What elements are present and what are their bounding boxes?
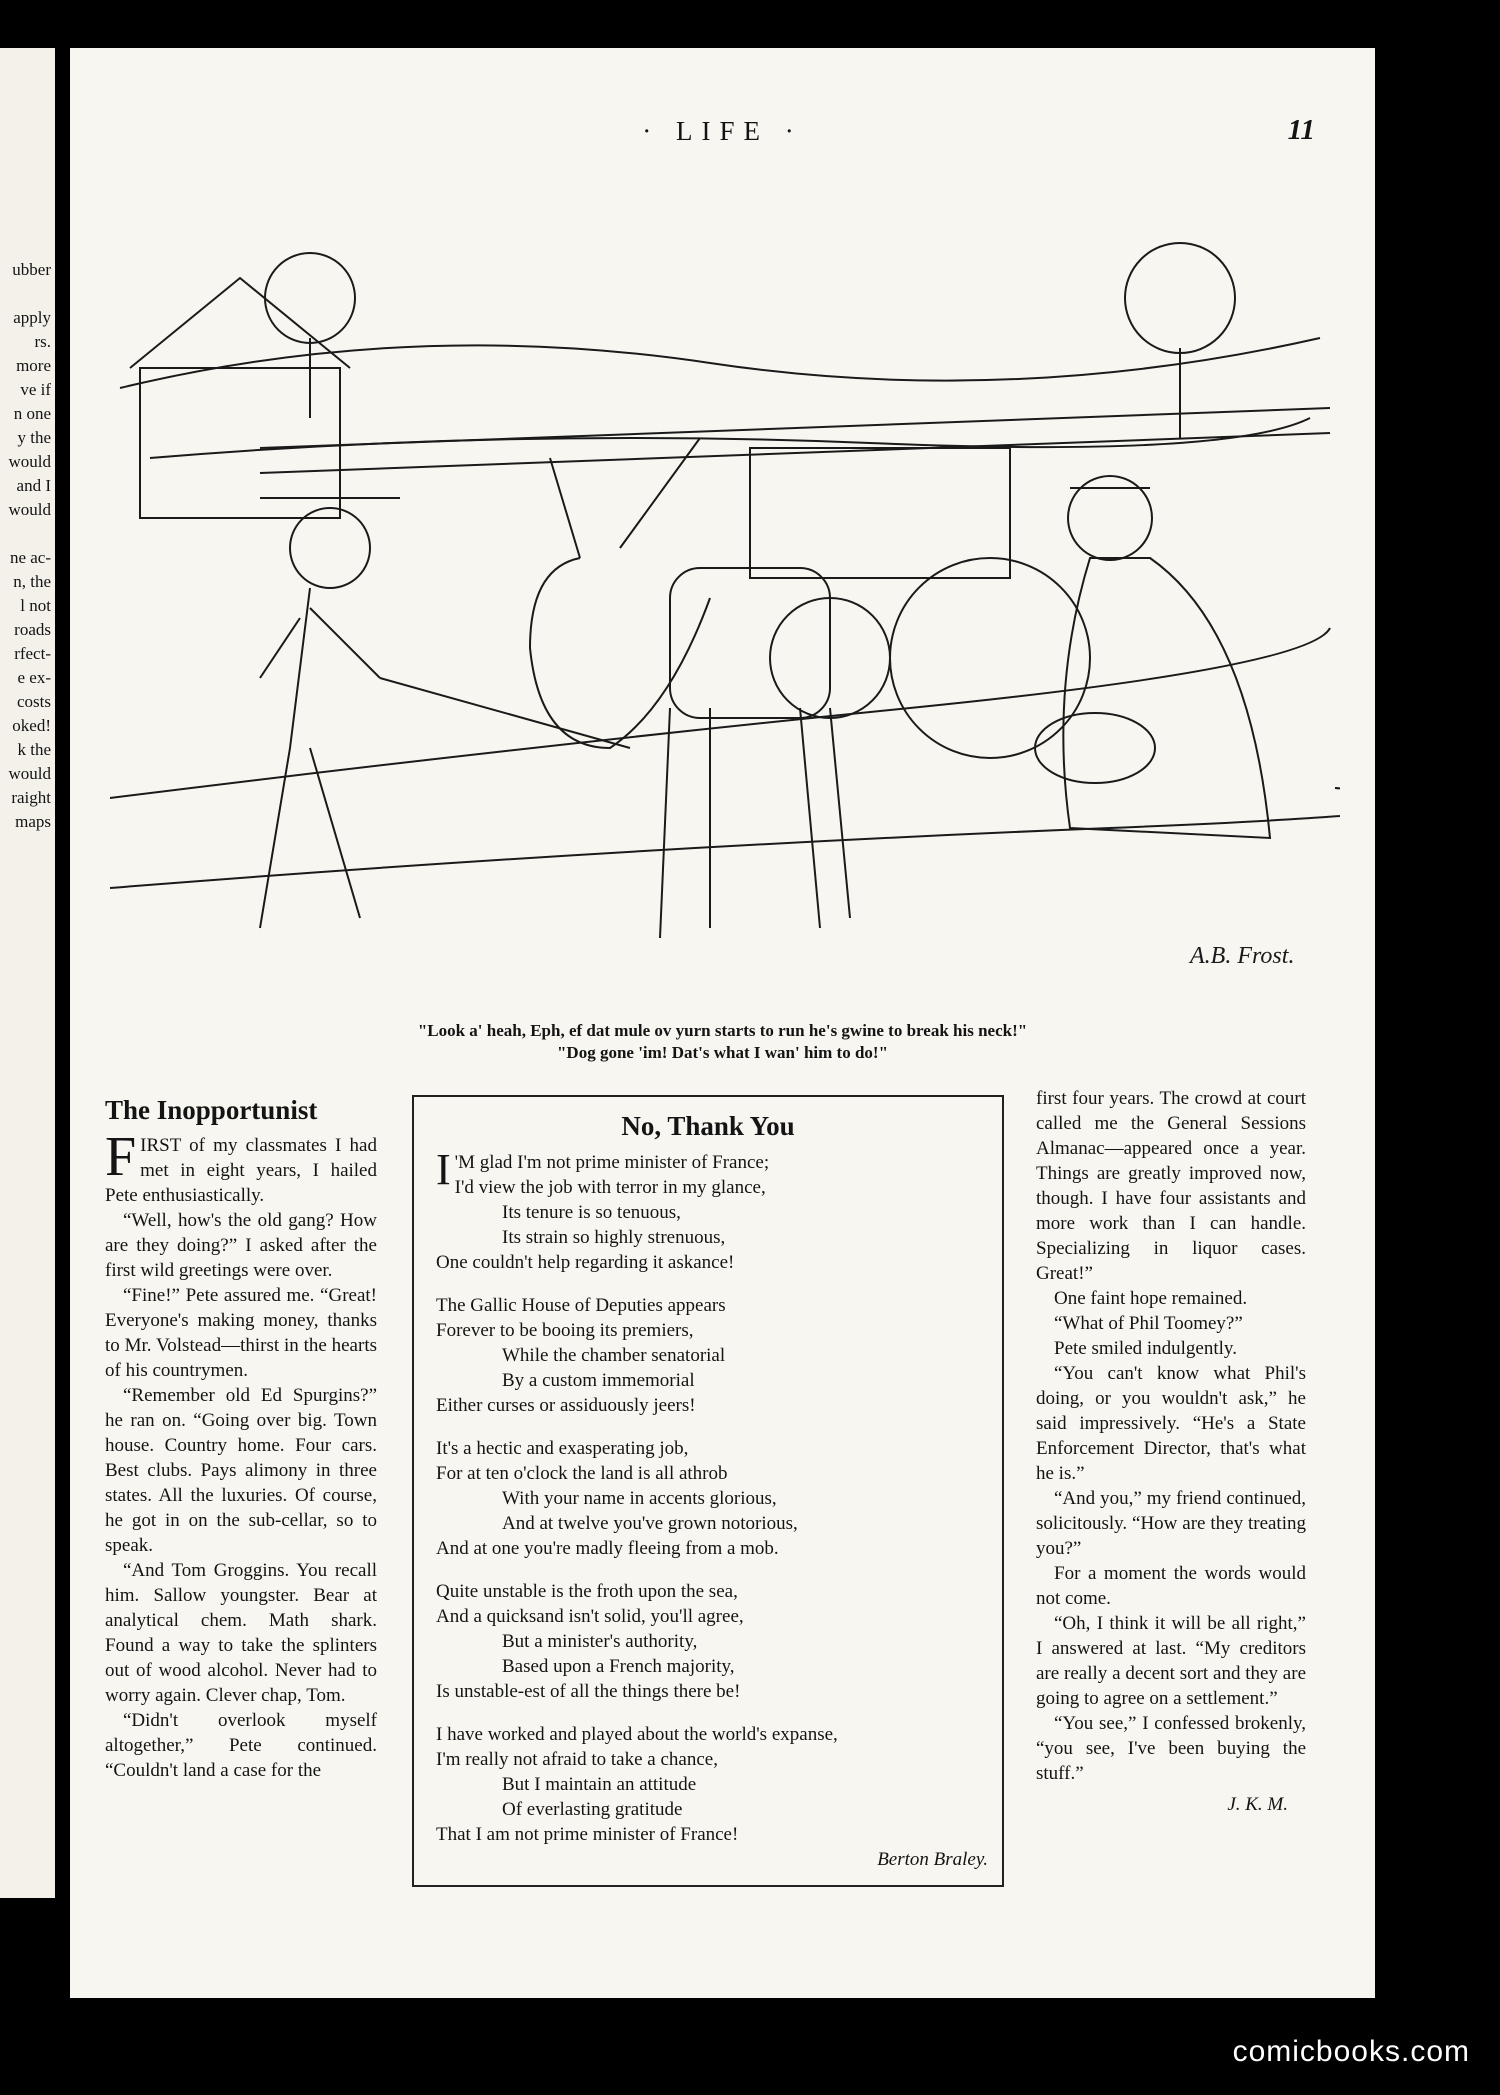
paragraph: Pete smiled indulgently. bbox=[1054, 1338, 1237, 1359]
paragraph: “You see,” I confessed brokenly, “you see, I've been buying the stuff.” bbox=[1036, 1713, 1306, 1784]
article-inopportunist bbox=[105, 1095, 377, 1783]
horizon-hills bbox=[120, 338, 1320, 388]
left-page-text-fragment: and I bbox=[16, 476, 51, 495]
left-page-text-fragment: would bbox=[8, 764, 51, 783]
left-page-text-fragment: l not bbox=[20, 596, 51, 615]
poem-line: But I maintain an attitude bbox=[502, 1774, 697, 1795]
adjacent-page-edge bbox=[0, 48, 55, 1898]
poem-line: I'm really not afraid to take a chance, bbox=[436, 1749, 718, 1770]
poem-stanza bbox=[436, 1722, 1002, 1847]
poem-stanza bbox=[436, 1579, 1002, 1704]
man-right bbox=[1035, 476, 1270, 838]
left-page-text-fragment: maps bbox=[15, 812, 51, 831]
article-continued bbox=[1036, 1086, 1306, 1817]
poem-line: While the chamber senatorial bbox=[502, 1345, 726, 1366]
left-page-text-fragment: roads bbox=[14, 620, 51, 639]
tree-right bbox=[1125, 243, 1235, 438]
poem-author: Berton Braley. bbox=[877, 1849, 988, 1870]
poem-line: That I am not prime minister of France! bbox=[436, 1824, 739, 1845]
poem-line: But a minister's authority, bbox=[502, 1631, 698, 1652]
mule bbox=[530, 438, 850, 938]
left-page-text-fragment: ne ac- bbox=[9, 548, 51, 567]
first-paragraph: FIRST of my classmates I had met in eight years, I hailed Pete enthusiastically. bbox=[105, 1126, 377, 1206]
poem-stanza bbox=[436, 1293, 1002, 1418]
paragraph: For a moment the words would not come. bbox=[1036, 1563, 1306, 1609]
paragraph: first four years. The crowd at court called me the General Sessions Almanac—appeared once a year. Things are greatly improved now, though. I have four assistants and more work than I can handle. Specializing in liquor cases. Great!” bbox=[1036, 1088, 1306, 1284]
poem-line: Is unstable-est of all the things there be! bbox=[436, 1681, 741, 1702]
left-page-text-fragment: rfect- bbox=[14, 644, 51, 663]
poem-line: And at twelve you've grown notorious, bbox=[502, 1513, 798, 1534]
poem-title: No, Thank You bbox=[621, 1111, 795, 1141]
poem-line: I have worked and played about the world's expanse, bbox=[436, 1724, 838, 1745]
paragraph: One faint hope remained. bbox=[1054, 1288, 1248, 1309]
left-page-text-fragment: oked! bbox=[12, 716, 51, 735]
paragraph: “You can't know what Phil's doing, or you wouldn't ask,” he said impressively. “He's a State Enforcement Director, that's what he is.” bbox=[1036, 1363, 1306, 1484]
poem-line: For at ten o'clock the land is all athrob bbox=[436, 1463, 728, 1484]
left-page-text-fragment: more bbox=[16, 356, 51, 375]
poem-line: Forever to be booing its premiers, bbox=[436, 1320, 694, 1341]
poem-line: I'd view the job with terror in my glance, bbox=[454, 1177, 766, 1198]
left-page-text-fragment: ve if bbox=[20, 380, 51, 399]
left-page-text-fragment: e ex- bbox=[17, 668, 51, 687]
paragraph: “Didn't overlook myself altogether,” Pete continued. “Couldn't land a case for the bbox=[105, 1710, 377, 1781]
left-page-text-fragment: raight bbox=[11, 788, 51, 807]
paragraph: “Oh, I think it will be all right,” I answered at last. “My creditors are really a decent sort and they are going to agree on a settlement.” bbox=[1036, 1613, 1306, 1709]
poem-line: I 'M glad I'm not prime minister of France; bbox=[436, 1145, 770, 1194]
poem-drop-cap: I bbox=[436, 1145, 451, 1194]
poem-line: Its strain so highly strenuous, bbox=[502, 1227, 726, 1248]
poem-stanza bbox=[436, 1145, 1002, 1275]
paragraph: “Remember old Ed Spurgins?” he ran on. “Going over big. Town house. Country home. Four cars. Best clubs. Pays alimony in three states. All the luxuries. Of course, he got in on the sub-cellar, so to speak. bbox=[105, 1385, 377, 1556]
poem-box bbox=[412, 1095, 1004, 1887]
poem-line: Of everlasting gratitude bbox=[502, 1799, 683, 1820]
paragraph: “And Tom Groggins. You recall him. Sallow youngster. Bear at analytical chem. Math shark. Found a way to take the splinters out of wood alcohol. Never had to worry again. Clever chap, Tom. bbox=[105, 1560, 377, 1706]
paragraph: “Fine!” Pete assured me. “Great! Everyone's making money, thanks to Mr. Volstead—thirst in the hearts of his countrymen. bbox=[105, 1285, 377, 1381]
poem-line: Either curses or assiduously jeers! bbox=[436, 1395, 696, 1416]
paragraph: “What of Phil Toomey?” bbox=[1054, 1313, 1243, 1334]
poem-line: It's a hectic and exasperating job, bbox=[436, 1438, 689, 1459]
poem-line: And at one you're madly fleeing from a mob. bbox=[436, 1538, 779, 1559]
drop-cap: F bbox=[105, 1126, 137, 1188]
site-watermark: comicbooks.com bbox=[1232, 2035, 1470, 2068]
left-page-text-fragment: n one bbox=[13, 404, 51, 423]
poem-stanza bbox=[436, 1436, 1002, 1561]
wagon bbox=[750, 448, 1090, 758]
page-number: 11 bbox=[1287, 114, 1315, 146]
artist-signature: A.B. Frost. bbox=[1190, 943, 1295, 969]
article-title: The Inopportunist bbox=[105, 1095, 318, 1125]
cartoon-illustration bbox=[110, 188, 1340, 1013]
magazine-page bbox=[70, 48, 1375, 1998]
poem-line: The Gallic House of Deputies appears bbox=[436, 1295, 726, 1316]
poem-line: Its tenure is so tenuous, bbox=[502, 1202, 681, 1223]
illustration-caption: "Look a' heah, Eph, ef dat mule ov yurn starts to run he's gwine to break his neck!" "Dog gone 'im! Dat's what I wan' him to do!" bbox=[417, 1021, 1028, 1062]
poem-line: By a custom immemorial bbox=[502, 1370, 695, 1391]
poem-line: Quite unstable is the froth upon the sea, bbox=[436, 1581, 738, 1602]
poem-line: One couldn't help regarding it askance! bbox=[436, 1252, 735, 1273]
fence bbox=[260, 408, 1330, 448]
left-page-text-fragment: rs. bbox=[34, 332, 51, 351]
poem-line: With your name in accents glorious, bbox=[502, 1488, 777, 1509]
paragraph: “Well, how's the old gang? How are they doing?” I asked after the first wild greetings were over. bbox=[105, 1210, 377, 1281]
poem-line: And a quicksand isn't solid, you'll agree, bbox=[436, 1606, 744, 1627]
paragraph: “And you,” my friend continued, solicitously. “How are they treating you?” bbox=[1036, 1488, 1306, 1559]
left-page-text-fragment: would bbox=[8, 452, 51, 471]
left-page-text-fragment: k the bbox=[17, 740, 51, 759]
masthead: · LIFE · bbox=[642, 116, 803, 146]
basket bbox=[1035, 713, 1155, 783]
left-page-text-fragment: y the bbox=[17, 428, 51, 447]
left-page-text-fragment: n, the bbox=[13, 572, 51, 591]
left-page-text-fragment: apply bbox=[13, 308, 51, 327]
article-signature: J. K. M. bbox=[1227, 1794, 1288, 1815]
left-page-text-fragment: costs bbox=[17, 692, 51, 711]
poem-line: Based upon a French majority, bbox=[502, 1656, 735, 1677]
road-edge bbox=[110, 628, 1330, 798]
left-page-text-fragment: would bbox=[8, 500, 51, 519]
left-page-text-fragment: ubber bbox=[12, 260, 51, 279]
